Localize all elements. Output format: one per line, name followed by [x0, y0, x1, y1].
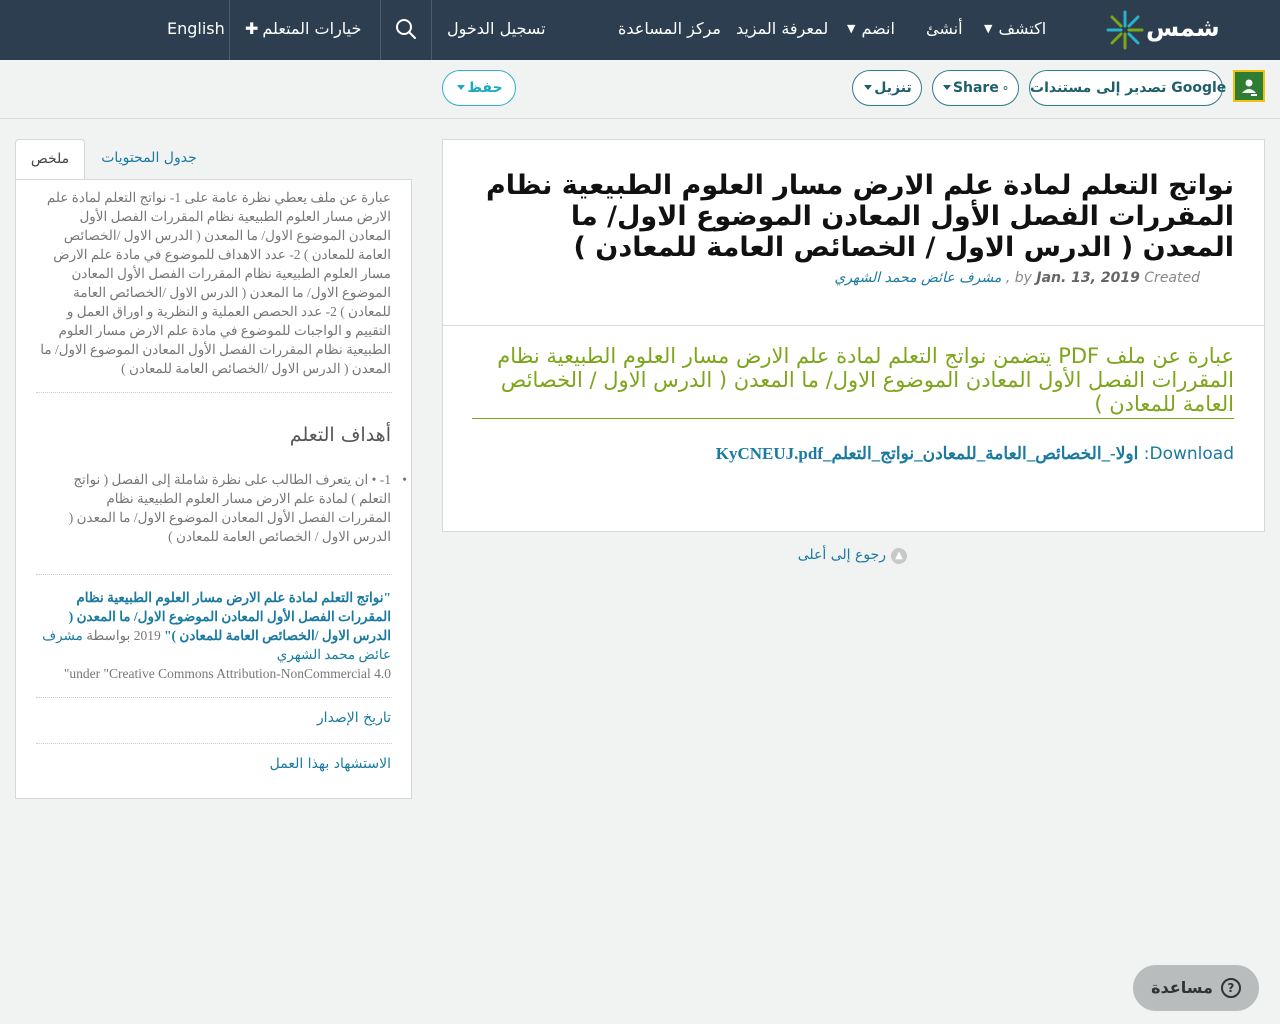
meta-created: Created: [1144, 270, 1200, 286]
nav-explore[interactable]: [984, 0, 1046, 60]
share-icon: ⚬: [1000, 82, 1011, 95]
help-label: مساعدة: [1151, 978, 1213, 997]
sidebar-divider: [36, 743, 392, 744]
nav-divider: [380, 0, 381, 60]
meta-date: Jan. 13, 2019: [1036, 270, 1140, 286]
download-label: تنزيل: [874, 80, 912, 96]
nav-learn-more-label: لمعرفة المزيد: [736, 19, 829, 38]
author-link[interactable]: مشرف عائض محمد الشهري: [834, 270, 1002, 286]
export-google-docs-label: تصدير إلى مستندات Google: [1030, 80, 1227, 96]
chevron-down-icon: ▼: [984, 22, 993, 35]
nav-learner-options-label: خيارات المتعلم: [262, 19, 362, 38]
nav-divider: [229, 0, 230, 60]
search-icon: [394, 17, 418, 41]
citation-title[interactable]: "نواتج التعلم لمادة علم الارض مسار العلوم الطبيعية نظام المقررات الفصل الأول المعادن الموضوع الاول/ ما المعدن ( الدرس الاول /الخصائص العامة للمعادن )": [68, 590, 391, 643]
nav-help-center-label: مركز المساعدة: [618, 19, 721, 38]
summary-text: عبارة عن ملف يعطي نظرة عامة على 1- نواتج التعلم لمادة علم الارض مسار العلوم الطبيعية نظام المقررات الفصل الأول المعادن الموضوع الاول/ ما المعدن ( الدرس الاول /الخصائص العامة للمعادن ) 2- عدد الاهداف للموضوع في مادة علم الارض مسار العلوم الطبيعية نظام المقررات الفصل الأول المعادن الموضوع الاول/ ما المعدن ( الدرس الاول /الخصائص العامة للمعادن ) 2- عدد الحصص العملية و النظرية و اوراق العمل و التقييم و الواجبات للموضوع في مادة علم الارض مسار العلوم الطبيعية نظام المقررات الفصل الأول المعادن الموضوع الاول/ ما المعدن ( الدرس الاول /الخصائص العامة للمعادن ): [40, 190, 391, 376]
nav-learner-options[interactable]: [245, 0, 361, 60]
nav-language-label: English: [167, 19, 225, 38]
nav-create-label: أنشئ: [926, 19, 963, 38]
download-file-link[interactable]: اولا-_الخصائص_العامة_للمعادن_نواتج_التعلم_KyCNEUJ.pdf: [715, 444, 1139, 463]
meta-by: by: [1014, 270, 1032, 286]
caret-down-icon: [864, 85, 872, 90]
citation-year: 2019 بواسطة: [86, 628, 161, 643]
sidebar-divider: [36, 392, 392, 393]
nav-login-label: تسجيل الدخول: [447, 19, 546, 38]
arrow-up-icon: ▲: [891, 548, 907, 564]
save-label: حفظ: [467, 80, 503, 96]
question-icon: ?: [1221, 978, 1241, 998]
resource-card: [442, 139, 1265, 532]
citation-license[interactable]: under "Creative Commons Attribution-NonCommercial 4.0": [63, 666, 391, 681]
logo-mark-icon: [1104, 8, 1146, 52]
nav-join[interactable]: [847, 0, 895, 60]
objectives-heading: أهداف التعلم: [289, 424, 391, 446]
resource-title: [474, 170, 1234, 295]
share-button[interactable]: [932, 70, 1019, 106]
export-google-docs-button[interactable]: [1029, 70, 1227, 106]
citation-author-link[interactable]: مشرف عائض محمد الشهري: [42, 628, 391, 662]
resource-description: عبارة عن ملف PDF يتضمن نواتج التعلم لمادة علم الارض مسار العلوم الطبيعية نظام المقررات الفصل الأول المعادن الموضوع الاول/ ما المعدن ( الدرس الاول / الخصائص العامة للمعادن ): [472, 344, 1234, 419]
sidebar-tabs: [15, 139, 412, 179]
nav-learn-more[interactable]: [736, 0, 828, 60]
nav-help-center[interactable]: [618, 0, 721, 60]
nav-create[interactable]: [926, 0, 963, 60]
objective-text: 1- • ان يتعرف الطالب على نظرة شاملة إلى الفصل ( نواتج التعلم ) لمادة علم الارض مسار العلوم الطبيعية نظام المقررات الفصل الأول المعادن الموضوع الاول/ ما المعدن ( الدرس الاول / الخصائص العامة للمعادن ): [68, 472, 391, 544]
resource-toolbar: [0, 60, 1280, 119]
tab-summary-label: ملخص: [30, 151, 70, 167]
resource-title-text: نواتج التعلم لمادة علم الارض مسار العلوم الطبيعية نظام المقررات الفصل الأول المعادن الموضوع الاول/ ما المعدن ( الدرس الاول / الخصائص العامة للمعادن ): [486, 170, 1234, 263]
google-classroom-icon: [1235, 72, 1263, 100]
sidebar-divider: [36, 697, 392, 698]
save-button[interactable]: [442, 70, 516, 106]
nav-language[interactable]: [167, 0, 225, 60]
tab-summary[interactable]: [15, 139, 85, 180]
release-date-link[interactable]: تاريخ الإصدار: [316, 710, 391, 726]
sidebar-panel: [15, 179, 412, 799]
objective-item: [55, 470, 407, 546]
download-label-text: Download:: [1143, 444, 1234, 464]
cite-work-link[interactable]: الاستشهاد بهذا العمل: [269, 756, 391, 772]
nav-explore-label: اكتشف: [998, 19, 1047, 38]
nav-join-label: انضم: [861, 19, 895, 38]
download-line: [716, 444, 1234, 464]
logo-text: شمس: [1146, 14, 1220, 42]
caret-down-icon: [457, 85, 465, 90]
download-button[interactable]: [852, 70, 922, 106]
citation-block: [35, 588, 391, 683]
help-button[interactable]: [1133, 965, 1259, 1011]
share-label: Share: [952, 80, 999, 96]
caret-down-icon: [943, 85, 951, 90]
plus-icon: ✚: [245, 19, 259, 38]
resource-meta: by Jan. 13, 2019 Created , مشرف عائض محمد الشهري: [834, 270, 1200, 286]
google-classroom-button[interactable]: [1233, 70, 1265, 102]
sidebar-divider: [36, 574, 392, 575]
back-to-top-link[interactable]: [797, 545, 907, 567]
card-divider: [443, 325, 1264, 326]
bullet-icon: •: [402, 472, 407, 487]
nav-login[interactable]: [447, 0, 546, 60]
site-logo[interactable]: [1104, 6, 1220, 54]
tab-table-of-contents[interactable]: [100, 139, 198, 179]
search-button[interactable]: [381, 0, 432, 60]
chevron-down-icon: ▼: [847, 22, 856, 35]
tab-toc-label: جدول المحتويات: [101, 150, 197, 166]
back-to-top-label: رجوع إلى أعلى: [797, 547, 886, 563]
top-navbar: [0, 0, 1280, 60]
